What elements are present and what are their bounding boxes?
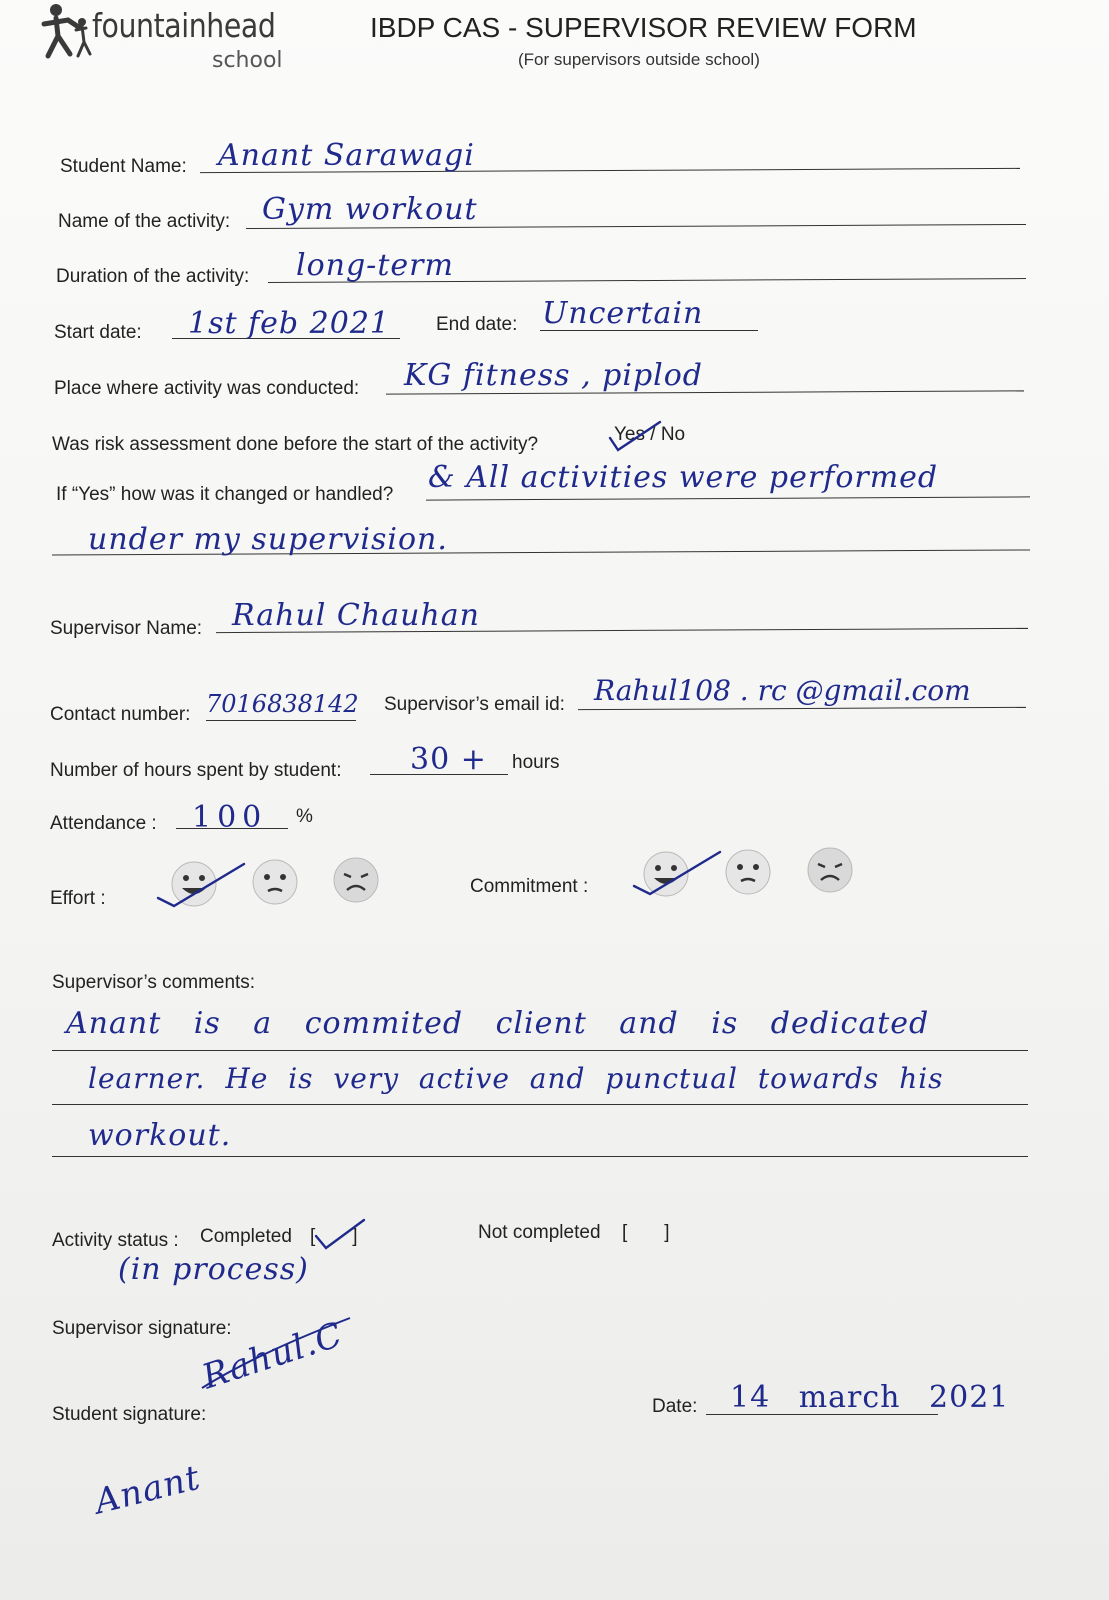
form-subtitle: (For supervisors outside school): [518, 50, 760, 69]
effort-sad-face-icon[interactable]: [332, 856, 380, 904]
yes-tick-mark-icon: [606, 418, 666, 454]
comments-value-1[interactable]: Anant is a commited client and is dedicated: [66, 1006, 930, 1041]
duration-label: Duration of the activity:: [56, 266, 250, 287]
activity-name-label: Name of the activity:: [58, 211, 231, 232]
comments-line-2: [52, 1104, 1028, 1105]
risk-assessment-label: Was risk assessment done before the start of the activity?: [52, 434, 539, 455]
risk-handled-line-1: [426, 496, 1030, 500]
effort-neutral-face-icon[interactable]: [251, 858, 299, 906]
not-completed-label: Not completed: [478, 1222, 601, 1243]
commitment-label: Commitment :: [470, 876, 589, 897]
commitment-sad-face-icon[interactable]: [806, 846, 854, 894]
duration-value[interactable]: long-term: [296, 248, 454, 283]
comments-line-1: [52, 1050, 1028, 1051]
student-signature: Anant: [90, 1457, 205, 1523]
contact-number-label: Contact number:: [50, 704, 191, 725]
attendance-label: Attendance :: [50, 813, 157, 834]
effort-label: Effort :: [50, 888, 106, 909]
supervisor-signature-label: Supervisor signature:: [52, 1318, 232, 1339]
comments-line-3: [52, 1156, 1028, 1157]
end-date-label: End date:: [436, 314, 518, 335]
completed-checkbox[interactable]: [ ]: [310, 1226, 358, 1247]
risk-handled-label: If “Yes” how was it changed or handled?: [56, 484, 394, 505]
comments-value-2[interactable]: learner. He is very active and punctual towards his: [88, 1062, 944, 1095]
hours-value[interactable]: 30 +: [410, 742, 487, 777]
commitment-neutral-face-icon[interactable]: [724, 848, 772, 896]
completed-check-icon: [312, 1218, 368, 1254]
logo-name: fountainhead: [92, 6, 276, 45]
supervisor-email-label: Supervisor’s email id:: [384, 694, 565, 715]
place-label: Place where activity was conducted:: [54, 378, 360, 399]
effort-selection-tick-icon: [154, 858, 250, 910]
comments-value-3[interactable]: workout.: [88, 1118, 232, 1153]
risk-handled-value-2[interactable]: under my supervision.: [88, 522, 448, 557]
student-name-label: Student Name:: [60, 156, 187, 177]
supervisor-signature: Rahul.C: [197, 1314, 348, 1398]
start-date-value[interactable]: 1st feb 2021: [188, 306, 391, 341]
risk-assessment-options[interactable]: Yes / No: [614, 424, 686, 445]
risk-handled-value-1[interactable]: & All activities were performed: [428, 460, 939, 495]
supervisor-signature-stroke-icon: [196, 1314, 356, 1394]
place-value[interactable]: KG fitness , piplod: [404, 358, 704, 393]
student-signature-label: Student signature:: [52, 1404, 207, 1425]
commitment-selection-tick-icon: [630, 848, 726, 900]
not-completed-checkbox[interactable]: [ ]: [622, 1222, 670, 1243]
completed-label: Completed: [200, 1226, 292, 1247]
supervisor-email-line: [578, 707, 1026, 710]
status-note: (in process): [118, 1252, 309, 1287]
attendance-value[interactable]: 100: [192, 800, 268, 835]
hours-unit: hours: [512, 752, 560, 773]
form-title: IBDP CAS - SUPERVISOR REVIEW FORM: [370, 12, 917, 43]
end-date-value[interactable]: Uncertain: [542, 296, 704, 331]
student-name-value[interactable]: Anant Sarawagi: [218, 138, 475, 173]
supervisor-name-label: Supervisor Name:: [50, 618, 203, 639]
contact-number-line: [206, 720, 356, 721]
attendance-unit: %: [296, 806, 313, 827]
date-label: Date:: [652, 1396, 698, 1417]
supervisor-email-value[interactable]: Rahul108 . rc @gmail.com: [594, 674, 971, 707]
date-value[interactable]: 14 march 2021: [730, 1380, 1010, 1415]
supervisor-name-value[interactable]: Rahul Chauhan: [232, 598, 480, 633]
hours-label: Number of hours spent by student:: [50, 760, 342, 781]
school-logo-figure-icon: [40, 2, 96, 62]
comments-label: Supervisor’s comments:: [52, 972, 256, 993]
activity-name-value[interactable]: Gym workout: [262, 192, 478, 227]
contact-number-value[interactable]: 7016838142: [206, 690, 359, 718]
activity-status-label: Activity status :: [52, 1230, 179, 1251]
logo-subtitle: school: [212, 48, 283, 73]
start-date-label: Start date:: [54, 322, 142, 343]
